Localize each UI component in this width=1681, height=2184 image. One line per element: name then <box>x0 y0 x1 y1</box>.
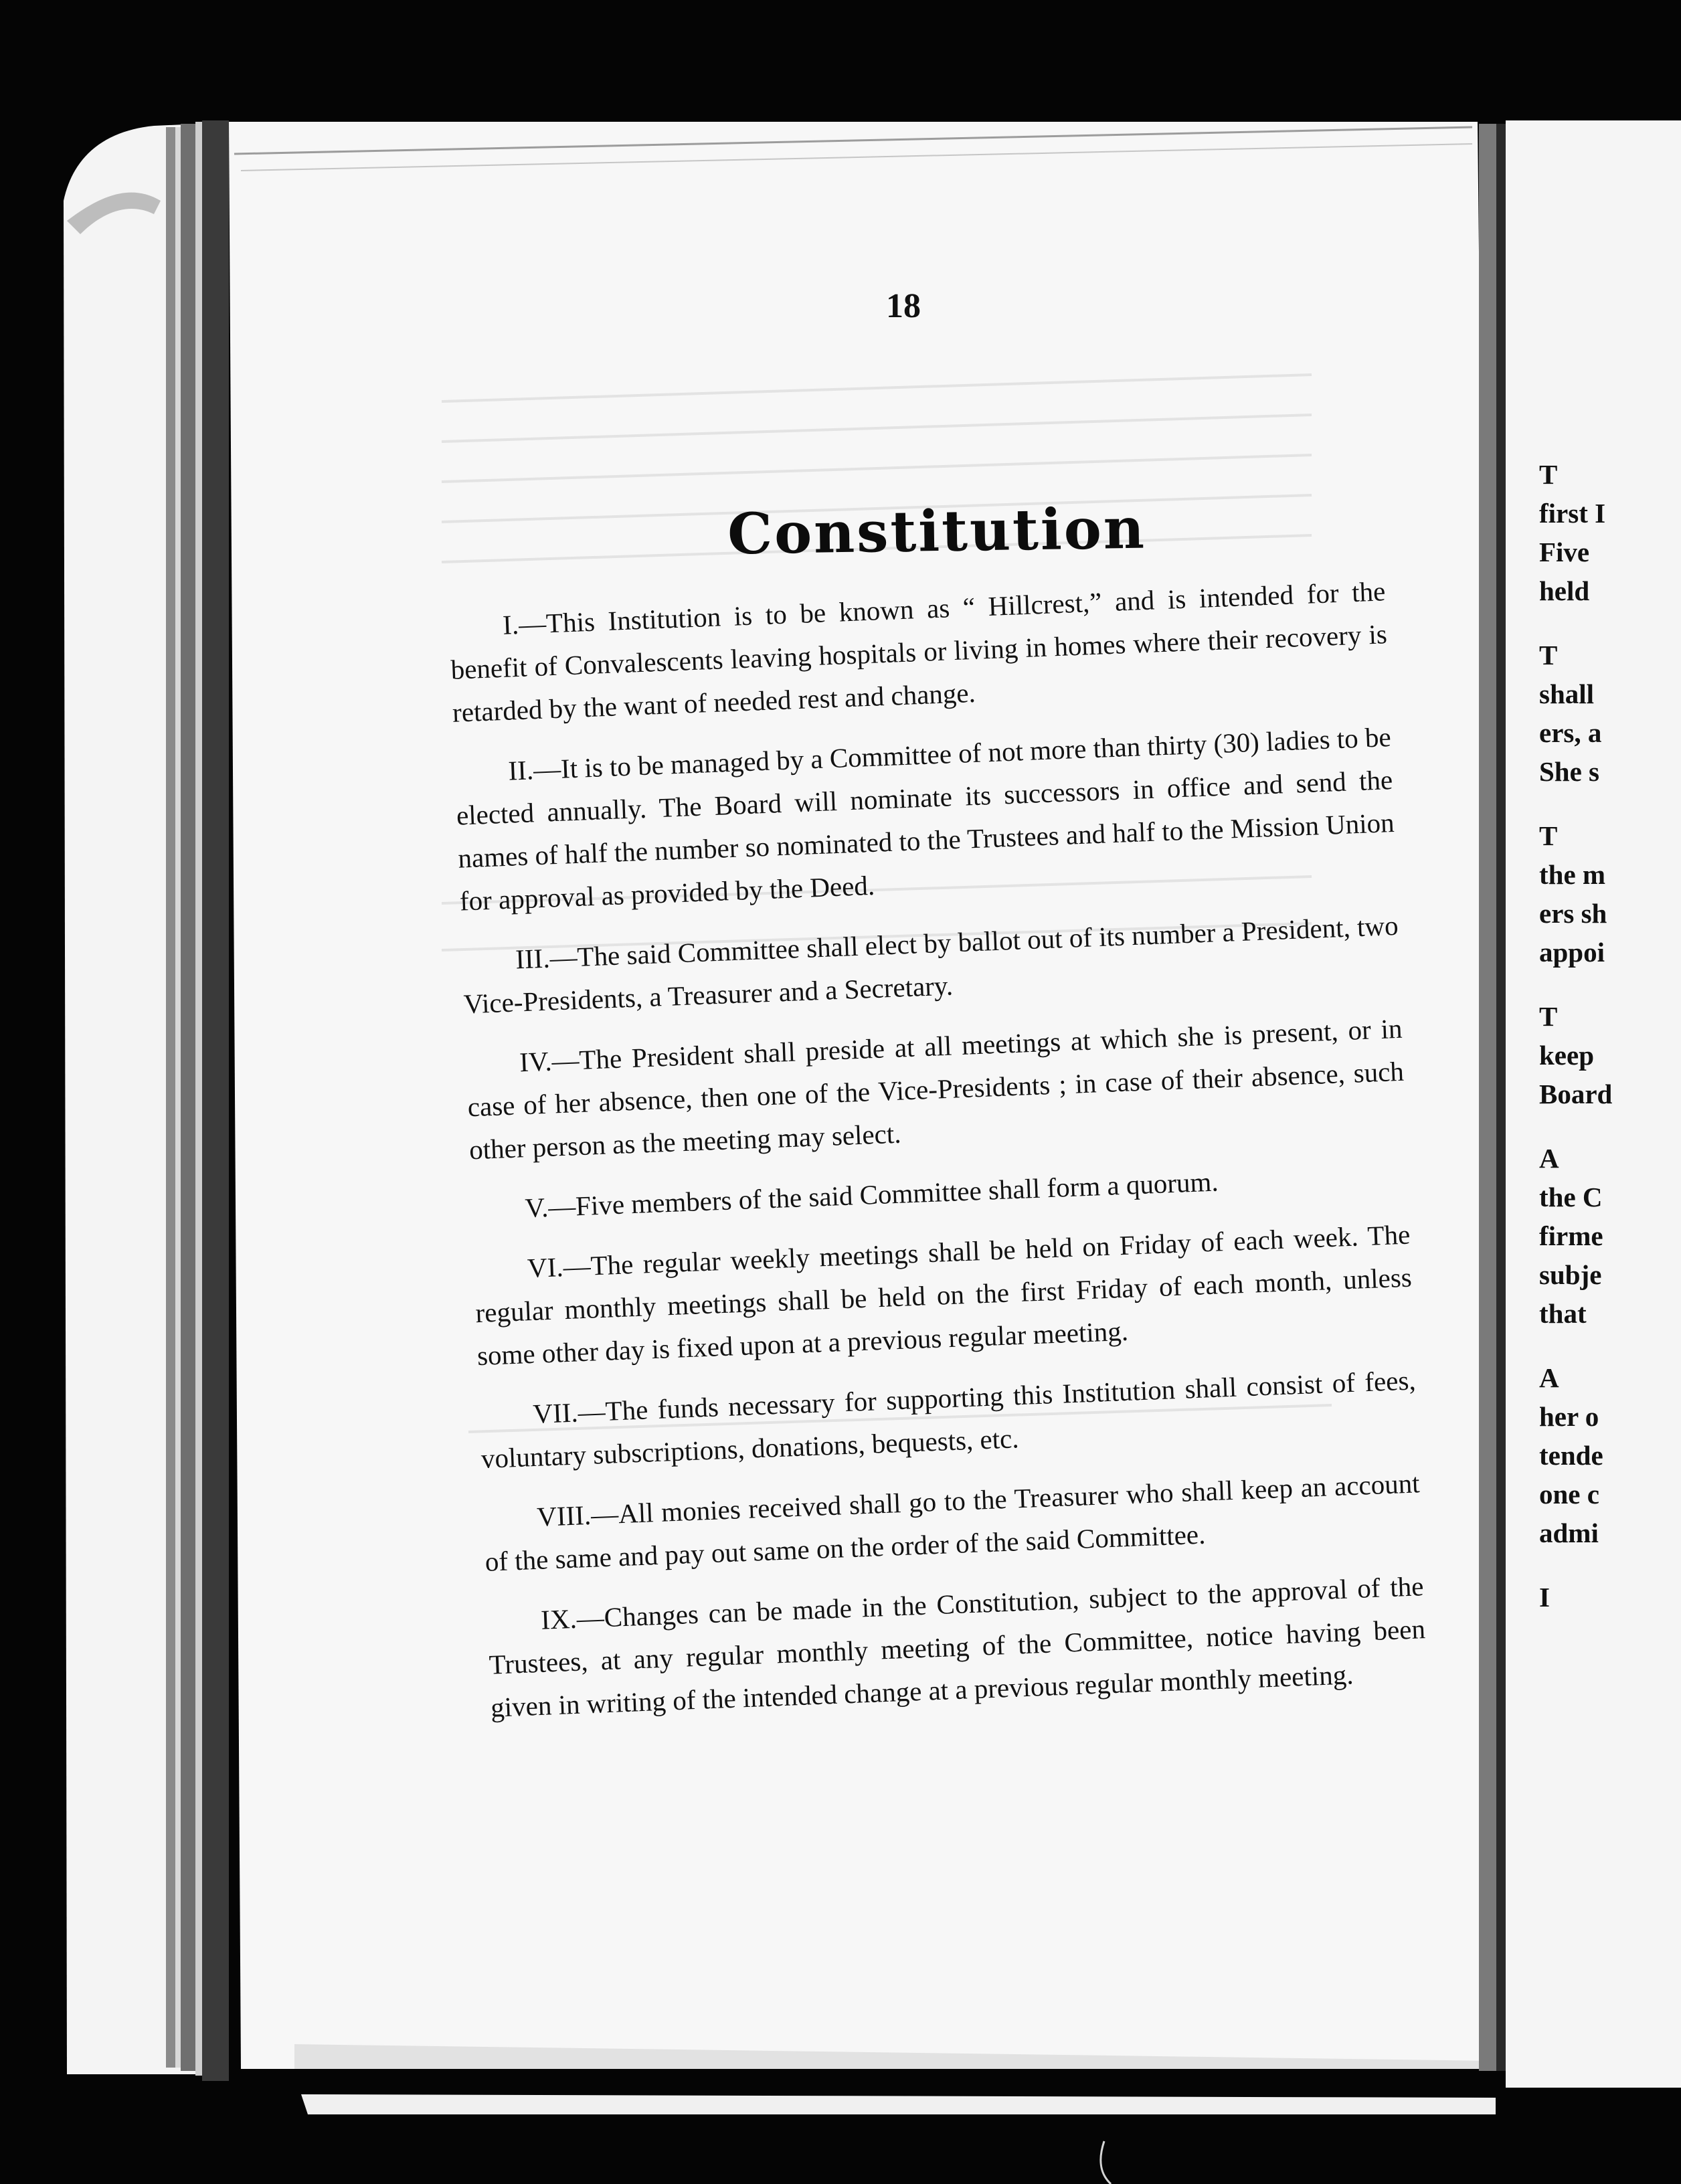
facing-page-fragment <box>1539 997 1681 1113</box>
facing-page-fragments <box>1539 455 1681 1642</box>
fragment-line: A <box>1539 1143 1559 1174</box>
article-paragraph: IV.—The President shall preside at all meetings at which she is present, or in case of her absence, then one of the Vice-Presidents ; in case of their absence, such other person as the meeting may select. <box>466 1012 1405 1166</box>
facing-page-fragment <box>1539 636 1681 791</box>
fragment-line: A <box>1539 1362 1559 1393</box>
article-paragraph: VIII.—All monies received shall go to the Treasurer who shall keep an account of the same and pay out same on the order of the said Committee. <box>484 1467 1421 1577</box>
fragment-line: first I <box>1539 498 1606 529</box>
article-paragraph: II.—It is to be managed by a Committee of not more than thirty (30) ladies to be elected annually. The Board will nominate its successors in office and send the names of half the number so nominated to the Trustees and half to the Mission Union for approval as provided by the Deed. <box>456 721 1395 917</box>
article-paragraph: VII.—The funds necessary for supporting this Institution shall consist of fees, voluntary subscriptions, donations, bequests, etc. <box>480 1364 1417 1475</box>
fragment-line: keep <box>1539 1040 1594 1071</box>
fragment-line: admi <box>1539 1518 1599 1548</box>
fragment-line: T <box>1539 820 1558 851</box>
article-paragraph: VI.—The regular weekly meetings shall be held on Friday of each week. The regular monthly meetings shall be held on the first Friday of each month, unless some other day is fixed upon at a previous regular meeting. <box>474 1218 1413 1372</box>
article-paragraph: III.—The said Committee shall elect by ballot out of its number a President, two Vice-Presidents, a Treasurer and a Secretary. <box>462 909 1399 1020</box>
fragment-line: ers, a <box>1539 717 1602 748</box>
fragment-line: the m <box>1539 859 1606 890</box>
fragment-line: ers sh <box>1539 898 1607 929</box>
fragment-line: T <box>1539 640 1558 670</box>
fragment-line: Five <box>1539 537 1590 567</box>
fragment-line: I <box>1539 1582 1550 1613</box>
fragment-line: subje <box>1539 1259 1602 1290</box>
fragment-line: her o <box>1539 1401 1599 1432</box>
fragment-line: Board <box>1539 1079 1613 1109</box>
fragment-line: the C <box>1539 1182 1603 1212</box>
fragment-line: one c <box>1539 1479 1599 1510</box>
facing-page-fragment <box>1539 816 1681 972</box>
constitution-articles <box>448 569 1428 1746</box>
facing-page-fragment <box>1539 1139 1681 1333</box>
article-paragraph: IX.—Changes can be made in the Constitution, subject to the approval of the Trustees, at any regular monthly meeting of the Committee, notice having been given in writing of the intended change at a previous regular monthly meeting. <box>488 1570 1426 1723</box>
fragment-line: She s <box>1539 756 1600 787</box>
facing-page-fragment <box>1539 1358 1681 1552</box>
fragment-line: tende <box>1539 1440 1603 1471</box>
fragment-line: shall <box>1539 678 1595 709</box>
fragment-line: T <box>1539 459 1558 490</box>
facing-page-fragment <box>1539 455 1681 610</box>
fragment-line: T <box>1539 1001 1558 1032</box>
article-paragraph: I.—This Institution is to be known as “ Hillcrest,” and is intended for the benefit of Convalescents leaving hospitals or living in homes where their recovery is retarded by the want of needed rest and change. <box>450 575 1388 728</box>
article-paragraph: V.—Five members of the said Committee shall form a quorum. <box>524 1166 1219 1224</box>
page-title: Constitution <box>727 494 1147 567</box>
facing-page-fragment <box>1539 1578 1681 1617</box>
fragment-line: appoi <box>1539 937 1605 968</box>
fragment-line: firme <box>1539 1220 1603 1251</box>
page-number: 18 <box>886 287 921 325</box>
fragment-line: held <box>1539 575 1590 606</box>
fragment-line: that <box>1539 1298 1587 1329</box>
